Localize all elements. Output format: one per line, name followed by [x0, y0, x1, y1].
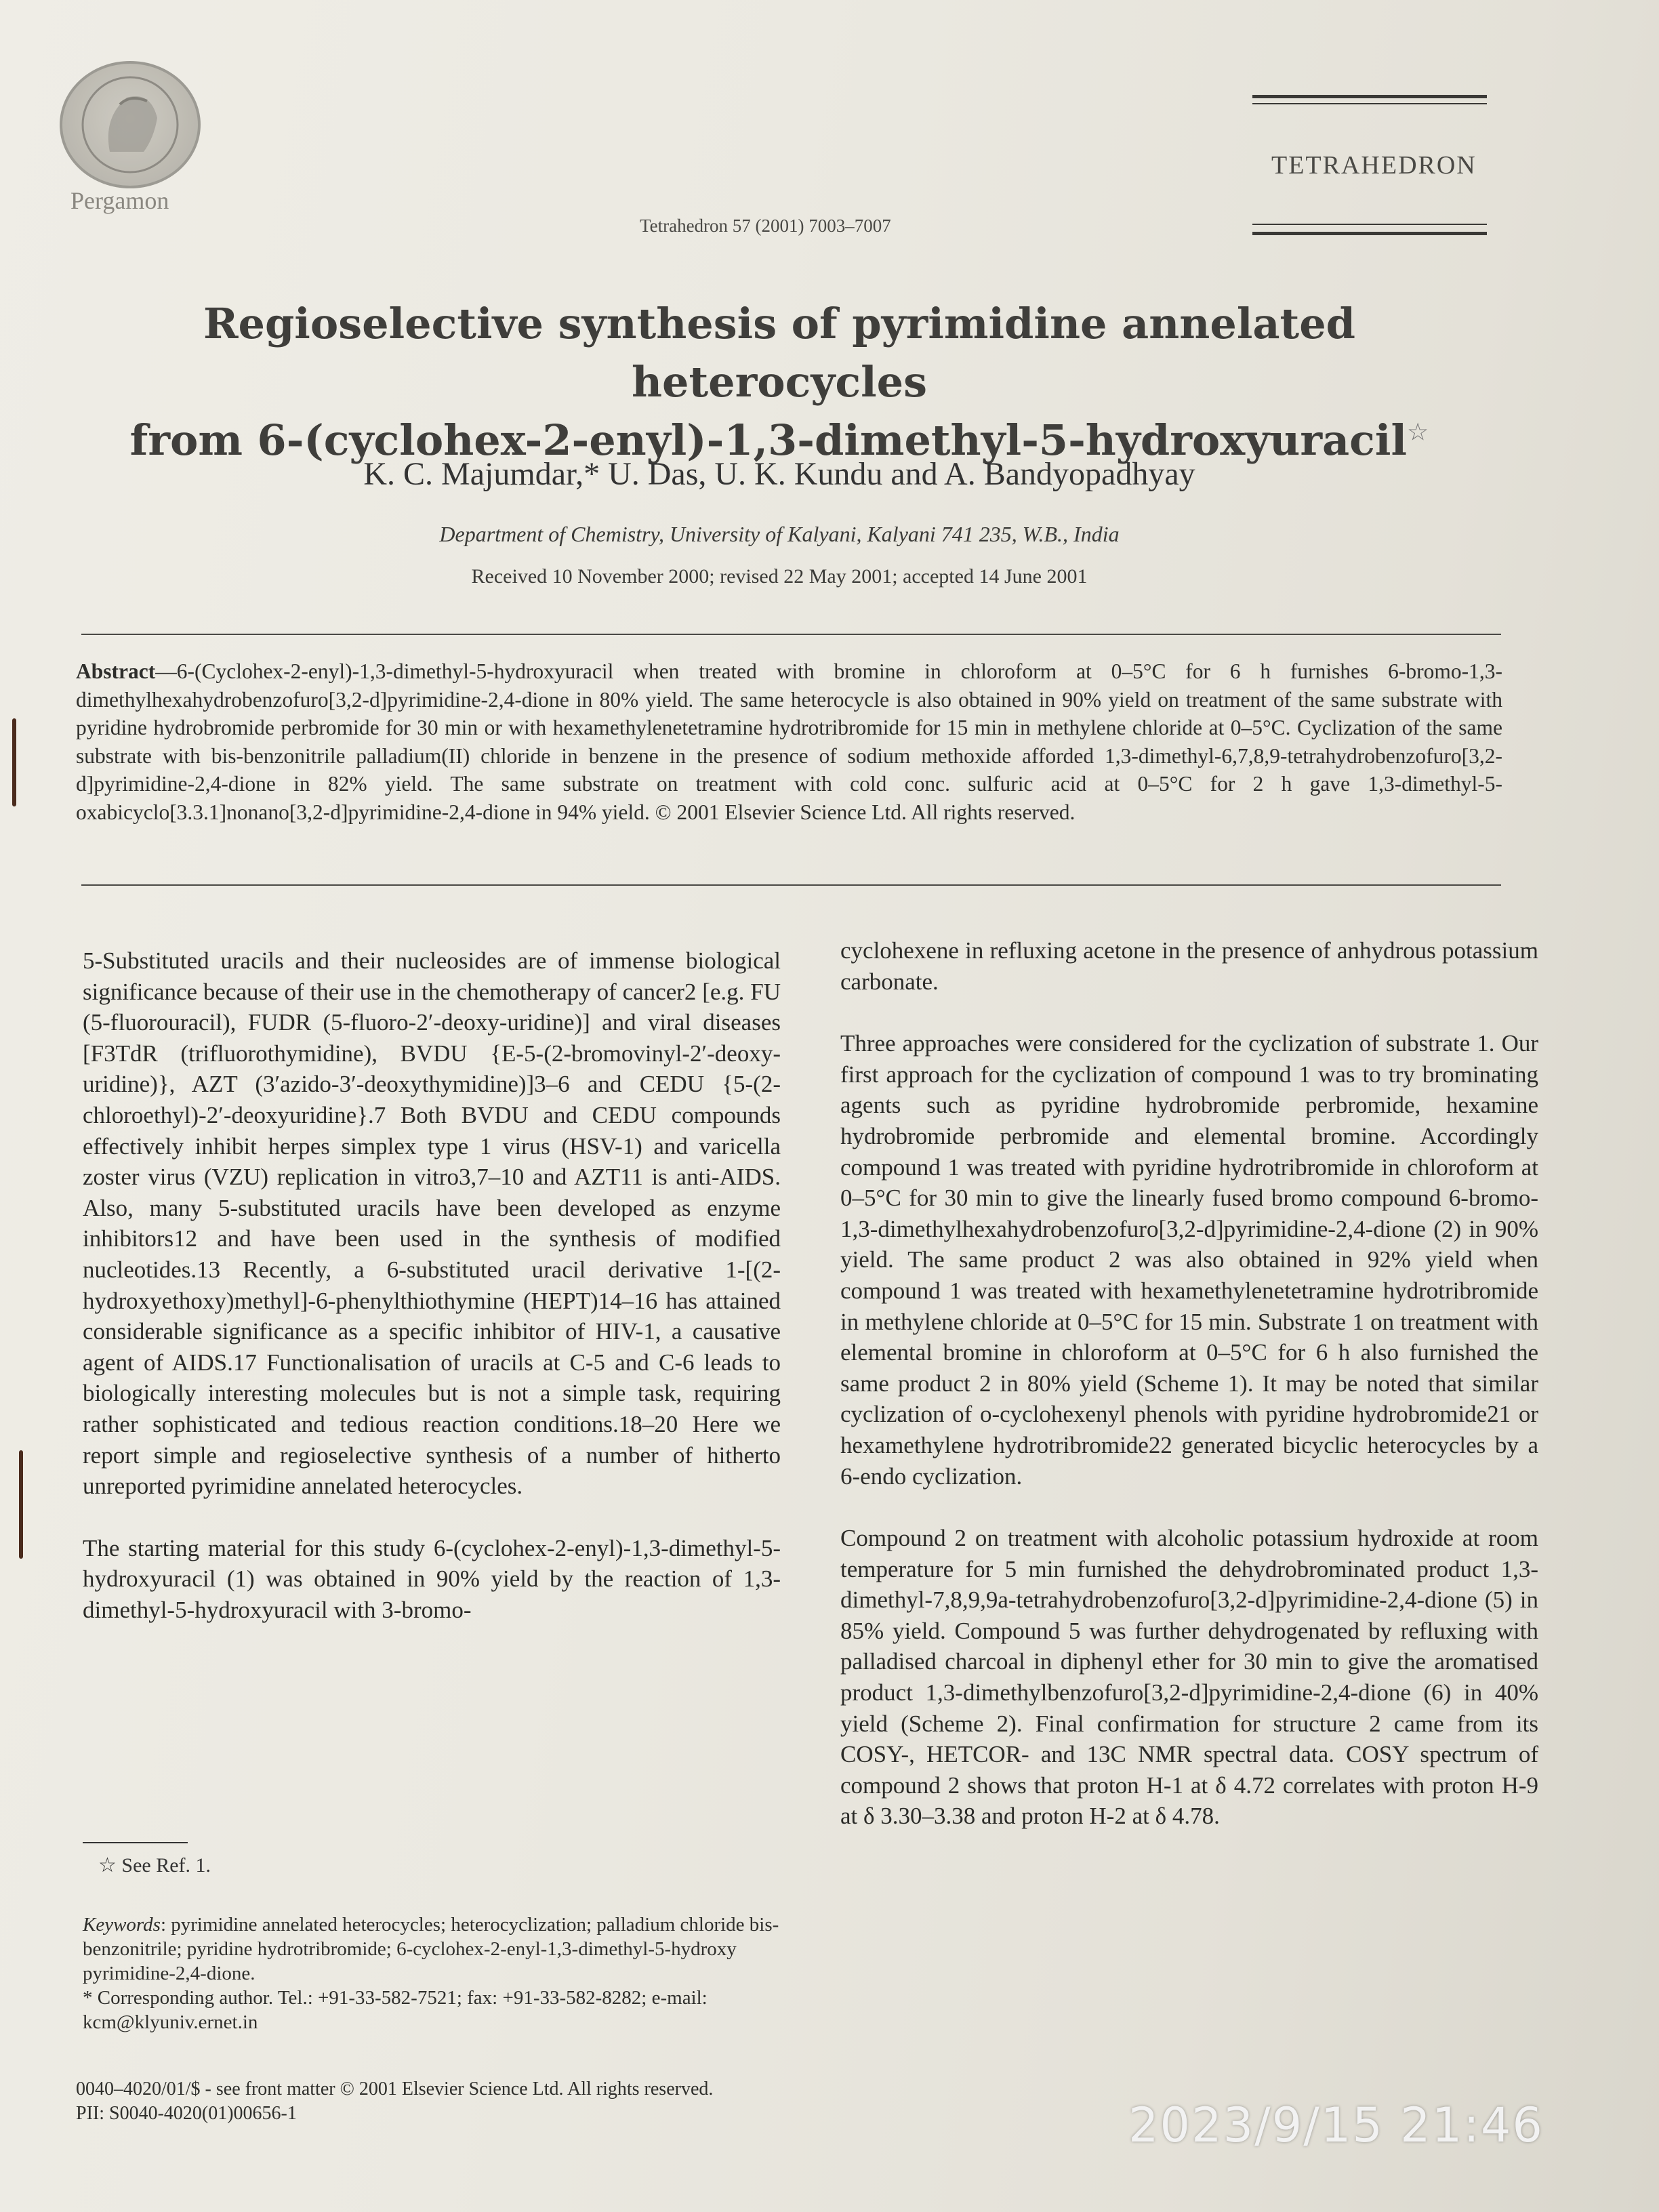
keywords-label: Keywords [83, 1914, 161, 1936]
paragraph: 5-Substituted uracils and their nucleosides are of immense biological significance because of their use in the chemotherapy of cancer2 [e.g. FU (5-fluorouracil), FUDR (5-fluoro-2′-deoxy-uridine)] and viral diseases [F3TdR (trifluorothymidine), BVDU {E-5-(2-bromovinyl-2′-deoxy-uridine)}, AZT (3′azido-3′-deoxythymidine)]3–6 and CEDU {5-(2-chloroethyl)-2′-deoxyuridine}.7 Both BVDU and CEDU compounds effectively inhibit herpes simplex type 1 virus (HSV-1) and varicella zoster virus (VZU) replication in vitro3,7–10 and AZT11 is anti-AIDS. Also, many 5-substituted uracils have been developed as enzyme inhibitors12 and have been used in the synthesis of modified nucleotides.13 Recently, a 6-substituted uracil derivative 1-[(2-hydroxyethoxy)methyl]-6-phenylthiothymine (HEPT)14–16 has attained considerable significance as a specific inhibitor of HIV-1, a causative agent of AIDS.17 Functionalisation of uracils at C-5 and C-6 leads to biologically interesting molecules but is not a simple task, requiring rather sophisticated and tedious reaction conditions.18–20 Here we report simple and regioselective synthesis of a number of hitherto unreported pyrimidine annelated heterocycles. [83, 947, 781, 1500]
paper-title [81, 295, 1477, 470]
author-list: K. C. Majumdar,* U. Das, U. K. Kundu and A. Bandyopadhyay [363, 456, 1195, 492]
title-star: ☆ [1407, 418, 1429, 447]
right-column [840, 935, 1538, 1863]
binder-mark [19, 1450, 23, 1559]
affiliation: Department of Chemistry, University of Kalyani, Kalyani 741 235, W.B., India [439, 522, 1120, 546]
pii-line: PII: S0040-4020(01)00656-1 [76, 2103, 297, 2124]
header-rule [1252, 103, 1487, 104]
photo-timestamp: 2023/9/15 21:46 [1128, 2097, 1544, 2153]
pergamon-logo [60, 61, 201, 188]
journal-citation: Tetrahedron 57 (2001) 7003–7007 [640, 216, 891, 236]
keywords [83, 1912, 787, 1986]
received-dates: Received 10 November 2000; revised 22 May 2001; accepted 14 June 2001 [471, 565, 1088, 588]
publisher-name: Pergamon [70, 187, 169, 214]
journal-name: TETRAHEDRON [1271, 151, 1477, 180]
footnote: ☆ See Ref. 1. [98, 1854, 211, 1877]
paragraph: The starting material for this study 6-(cyclohex-2-enyl)-1,3-dimethyl-5-hydroxyuracil (1) was obtained in 90% yield by the reaction of 1,3-dimethyl-5-hydroxyuracil with 3-bromo- [83, 1534, 781, 1623]
paragraph: cyclohexene in refluxing acetone in the presence of anhydrous potassium carbonate. [840, 937, 1538, 995]
header-rule [1252, 95, 1487, 98]
header-rule [1252, 224, 1487, 225]
abstract-bottom-rule [81, 884, 1501, 886]
abstract-label: Abstract [76, 659, 156, 683]
keywords-text: : pyrimidine annelated heterocycles; heterocyclization; palladium chloride bis-benzonitrile; pyridine hydrotribromide; 6-cyclohex-2-enyl-1,3-dimethyl-5-hydroxy pyrimidine-2,4-dione. [83, 1914, 779, 1984]
abstract [76, 657, 1502, 826]
paragraph: Three approaches were considered for the cyclization of substrate 1. Our first approach for the cyclization of compound 1 was to try brominating agents such as pyridine hydrobromide perbromide, hexamine hydrobromide perbromide and elemental bromine. Accordingly compound 1 was treated with pyridine hydrotribromide in chloroform at 0–5°C for 30 min to give the linearly fused bromo compound 6-bromo-1,3-dimethylhexahydrobenzofuro[3,2-d]pyrimidine-2,4-dione (2) in 90% yield. The same product 2 was also obtained in 92% yield when compound 1 was treated with hexamethylenetetramine hydrotribromide in methylene chloride at 0–5°C for 15 min. Substrate 1 on treatment with elemental bromine in chloroform at 0–5°C for 6 h also furnished the same product 2 in 80% yield (Scheme 1). It may be noted that similar cyclization of o-cyclohexenyl phenols with pyridine hydrobromide21 or hexamethylene hydrotribromide22 generated bicyclic heterocycles by a 6-endo cyclization. [840, 1030, 1538, 1490]
binder-mark [12, 718, 16, 806]
issn-line: 0040–4020/01/$ - see front matter © 2001 Elsevier Science Ltd. All rights reserved. [76, 2078, 714, 2100]
header-rule [1252, 232, 1487, 235]
title-line-1: Regioselective synthesis of pyrimidine annelated heterocycles [203, 299, 1355, 407]
issn-block [76, 2077, 713, 2126]
paragraph: Compound 2 on treatment with alcoholic potassium hydroxide at room temperature for 5 min furnished the dehydrobrominated product 1,3-dimethyl-7,8,9,9a-tetrahydrobenzofuro[3,2-d]pyrimidine-2,4-dione (5) in 85% yield. Compound 5 was further dehydrogenated by refluxing with palladised charcoal in diphenyl ether for 30 min to give the aromatised product 1,3-dimethylbenzofuro[3,2-d]pyrimidine-2,4-dione (6) in 40% yield (Scheme 2). Final confirmation for structure 2 came from its COSY-, HETCOR- and 13C NMR spectral data. COSY spectrum of compound 2 shows that proton H-1 at δ 4.72 correlates with proton H-9 at δ 3.30–3.38 and proton H-2 at δ 4.78. [840, 1525, 1538, 1830]
corresponding-author: * Corresponding author. Tel.: +91-33-582-7521; fax: +91-33-582-8282; e-mail: kcm@klyuniv.ernet.in [83, 1987, 708, 2033]
abstract-top-rule [81, 634, 1501, 635]
keywords-block [83, 1912, 787, 2034]
left-column [83, 945, 781, 1656]
footnote-rule [83, 1842, 188, 1843]
title-line-2-text: from 6-(cyclohex-2-enyl)-1,3-dimethyl-5-hydroxyuracil [129, 415, 1408, 465]
abstract-text: —6-(Cyclohex-2-enyl)-1,3-dimethyl-5-hydroxyuracil when treated with bromine in chloroform at 0–5°C for 6 h furnishes 6-bromo-1,3-dimethylhexahydrobenzofuro[3,2-d]pyrimidine-2,4-dione in 80% yield. The same heterocycle is also obtained in 90% yield on treatment of the same substrate with pyridine hydrobromide perbromide for 30 min or with hexamethylenetetramine hydrotribromide for 15 min in methylene chloride at 0–5°C. Cyclization of the same substrate with bis-benzonitrile palladium(II) chloride in benzene in the presence of sodium methoxide afforded 1,3-dimethyl-6,7,8,9-tetrahydrobenzofuro[3,2-d]pyrimidine-2,4-dione in 82% yield. The same substrate on treatment with cold conc. sulfuric acid at 0–5°C for 2 h gave 1,3-dimethyl-5-oxabicyclo[3.3.1]nonano[3,2-d]pyrimidine-2,4-dione in 94% yield. © 2001 Elsevier Science Ltd. All rights reserved. [76, 659, 1502, 824]
